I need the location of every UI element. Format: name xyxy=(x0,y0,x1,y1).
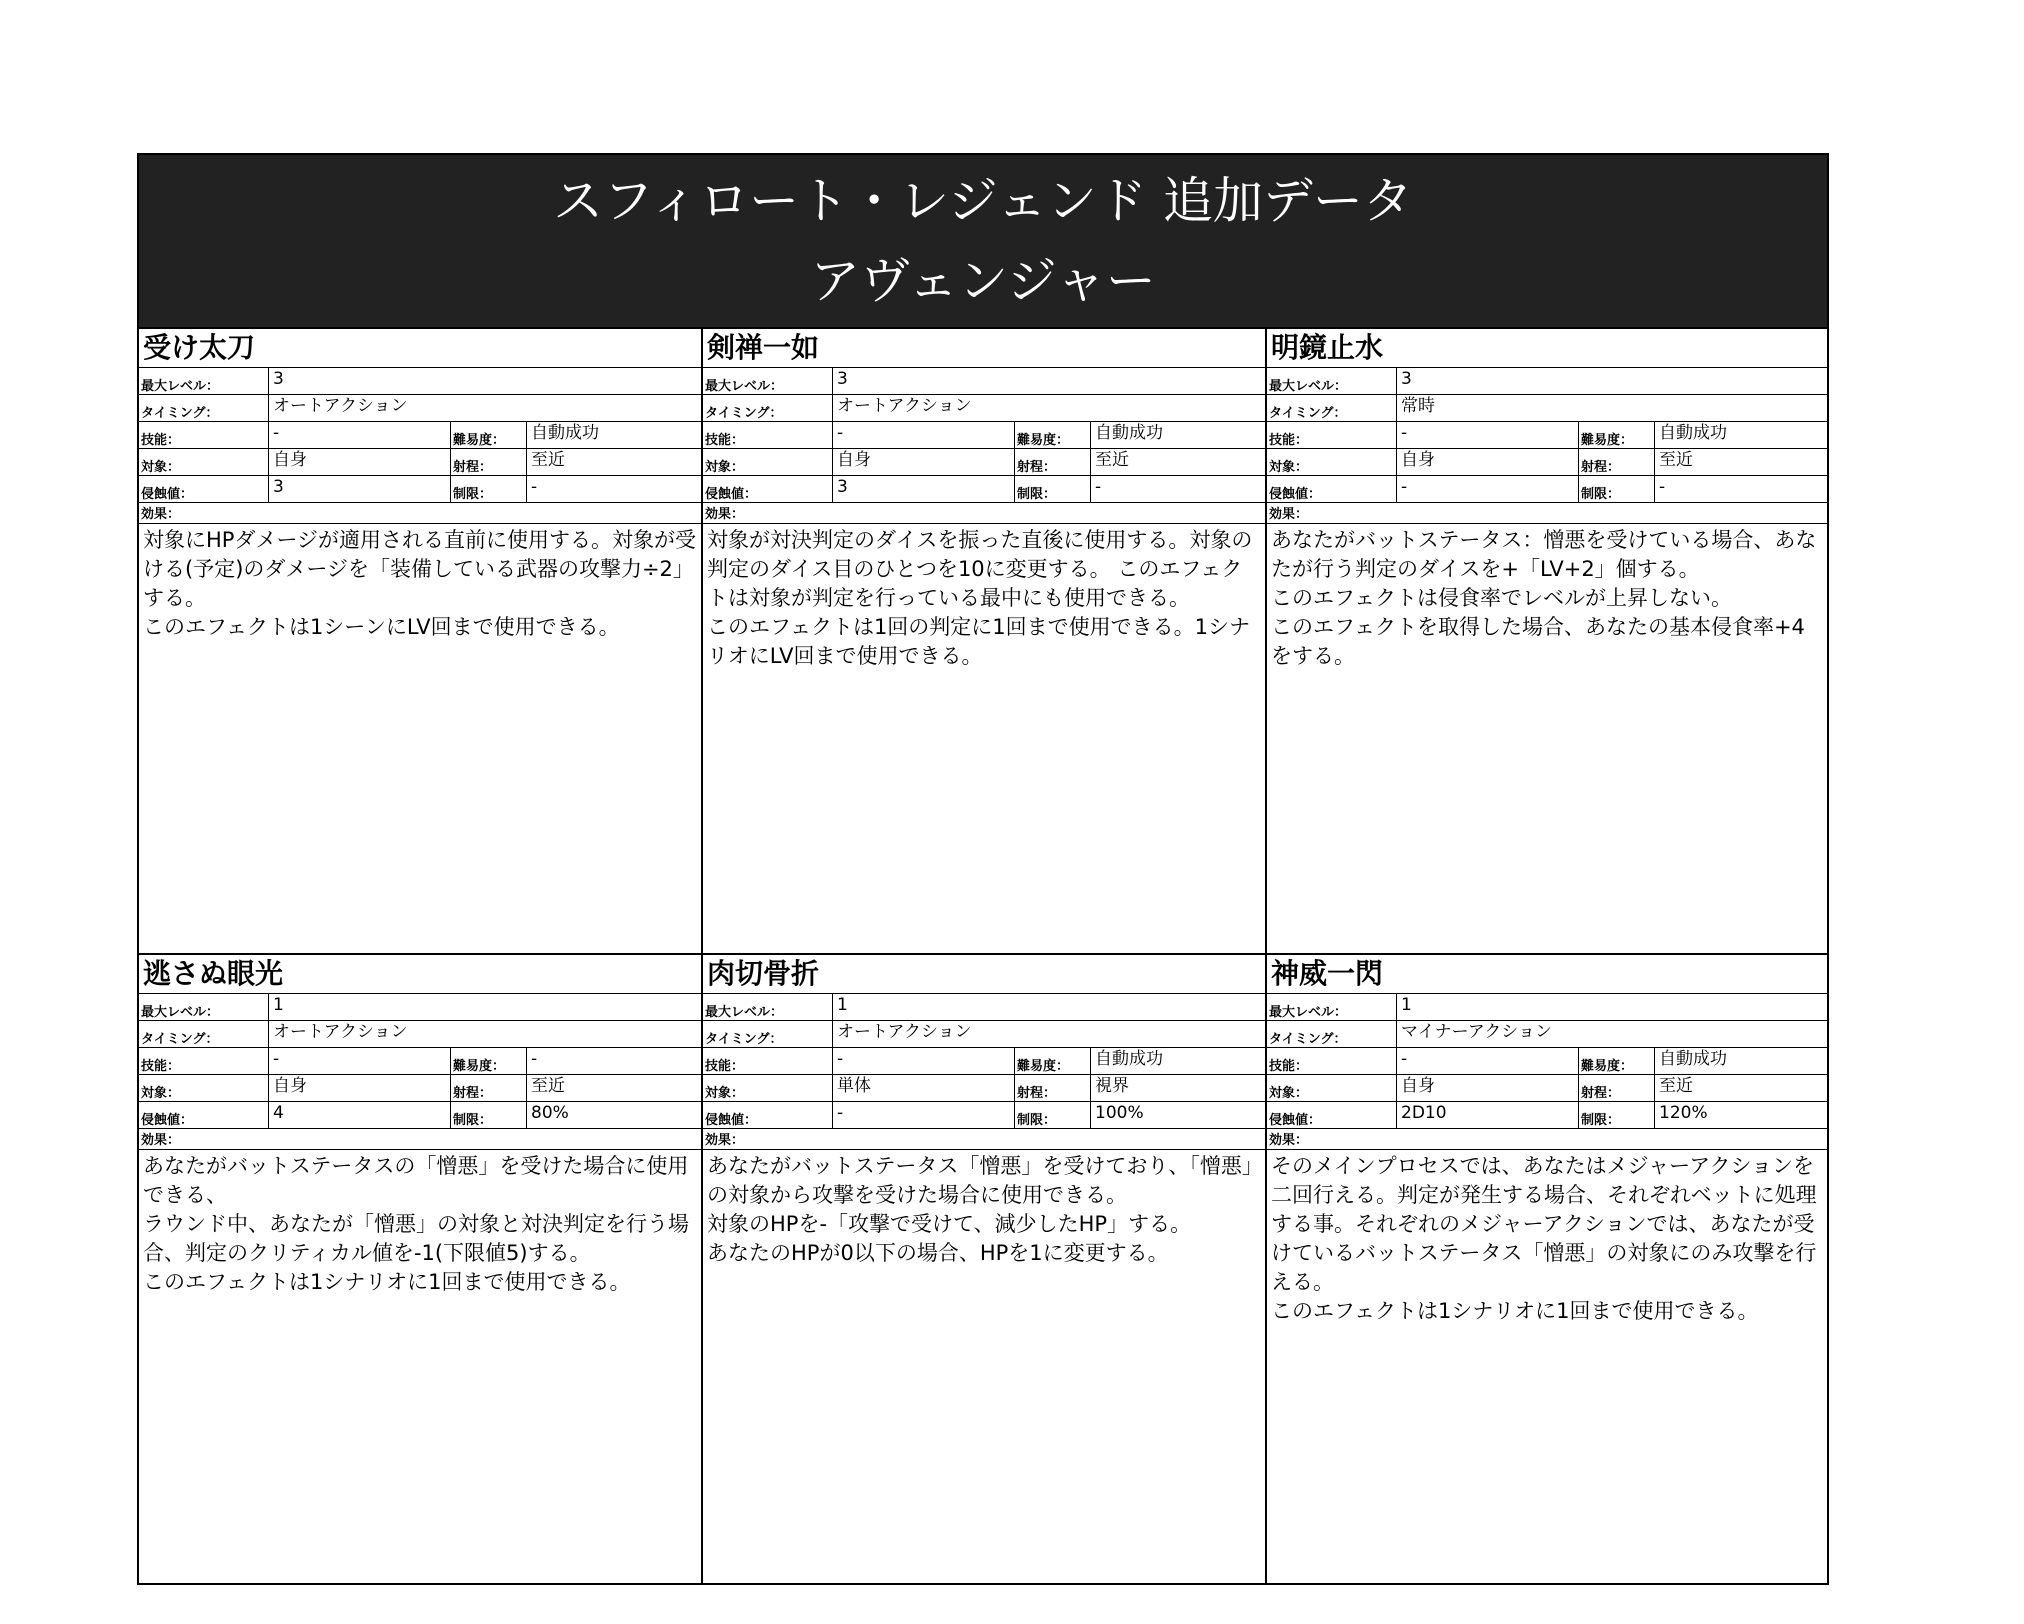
target-label: 対象： xyxy=(1267,1075,1397,1101)
timing-row xyxy=(703,1021,1265,1048)
limit-value: - xyxy=(1095,477,1102,497)
max-level-row xyxy=(703,368,1265,395)
timing-label: タイミング： xyxy=(139,1021,269,1047)
target-label: 対象： xyxy=(1267,449,1397,475)
range-label: 射程： xyxy=(1579,1075,1655,1101)
effect-sheet xyxy=(137,153,1829,1585)
effect-label: 効果： xyxy=(1267,1129,1827,1150)
max-level-label: 最大レベル： xyxy=(1267,368,1397,394)
effect-card xyxy=(139,953,703,1583)
skill-value: - xyxy=(833,1048,1015,1074)
effect-name: 逃さぬ眼光 xyxy=(139,955,701,994)
effect-text: そのメインプロセスでは、あなたはメジャーアクションを二回行える。判定が発生する場合、それぞれベットに処理する事。それぞれのメジャーアクションでは、あなたが受けているバットステータス「憎悪」の対象にのみ攻撃を行える。 このエフェクトは1シナリオに1回まで使用できる。 xyxy=(1271,1154,1817,1323)
max-level-label: 最大レベル： xyxy=(703,368,833,394)
limit-value: 80% xyxy=(531,1103,569,1123)
difficulty-value: 自動成功 xyxy=(1659,423,1727,443)
difficulty-value: 自動成功 xyxy=(1659,1049,1727,1069)
max-level-label: 最大レベル： xyxy=(1267,994,1397,1020)
effect-name: 剣禅一如 xyxy=(703,329,1265,368)
erosion-label: 侵蝕値： xyxy=(703,1102,833,1128)
range-label: 射程： xyxy=(451,449,527,475)
max-level-label: 最大レベル： xyxy=(139,368,269,394)
effect-name: 明鏡止水 xyxy=(1267,329,1827,368)
effect-label: 効果： xyxy=(703,503,1265,524)
difficulty-value: 自動成功 xyxy=(1095,423,1163,443)
limit-label: 制限： xyxy=(1579,1102,1655,1128)
timing-value: オートアクション xyxy=(837,1022,972,1042)
effect-text: 対象にHPダメージが適用される直前に使用する。対象が受ける(予定)のダメージを「装備している武器の攻撃力÷2」する。 このエフェクトは1シーンにLV回まで使用できる。 xyxy=(143,528,697,639)
erosion-row xyxy=(1267,1102,1827,1129)
effect-text: あなたがバットステータス：憎悪を受けている場合、あなたが行う判定のダイスを+「LV+2」個する。 このエフェクトは侵食率でレベルが上昇しない。 このエフェクトを取得した場合、あなたの基本侵食率+4をする。 xyxy=(1271,528,1817,668)
skill-row xyxy=(139,1048,701,1075)
sheet-title: スフィロート・レジェンド 追加データ xyxy=(553,172,1413,230)
skill-value: - xyxy=(1397,1048,1579,1074)
range-value: 至近 xyxy=(1659,1076,1693,1096)
limit-value: - xyxy=(1659,477,1666,497)
skill-value: - xyxy=(269,1048,451,1074)
timing-row xyxy=(1267,395,1827,422)
max-level-row xyxy=(1267,368,1827,395)
effect-card xyxy=(703,953,1267,1583)
target-label: 対象： xyxy=(703,449,833,475)
skill-value: - xyxy=(269,422,451,448)
timing-label: タイミング： xyxy=(703,395,833,421)
range-label: 射程： xyxy=(1015,1075,1091,1101)
difficulty-label: 難易度： xyxy=(1015,422,1091,448)
timing-row xyxy=(1267,1021,1827,1048)
skill-row xyxy=(1267,422,1827,449)
range-label: 射程： xyxy=(1015,449,1091,475)
skill-row xyxy=(703,422,1265,449)
difficulty-label: 難易度： xyxy=(1579,1048,1655,1074)
timing-value: オートアクション xyxy=(273,1022,408,1042)
sheet-subtitle: アヴェンジャー xyxy=(810,252,1156,310)
target-value: 単体 xyxy=(833,1075,1015,1101)
erosion-value: - xyxy=(833,1102,1015,1128)
target-label: 対象： xyxy=(139,1075,269,1101)
erosion-label: 侵蝕値： xyxy=(1267,476,1397,502)
max-level-row xyxy=(139,368,701,395)
limit-value: - xyxy=(531,477,538,497)
range-value: 至近 xyxy=(1095,450,1129,470)
target-value: 自身 xyxy=(1397,1075,1579,1101)
limit-value: 120% xyxy=(1659,1103,1708,1123)
skill-label: 技能： xyxy=(1267,1048,1397,1074)
effect-card xyxy=(1267,327,1827,953)
limit-label: 制限： xyxy=(1015,1102,1091,1128)
timing-label: タイミング： xyxy=(1267,395,1397,421)
max-level-row xyxy=(703,994,1265,1021)
timing-value: オートアクション xyxy=(837,396,972,416)
skill-label: 技能： xyxy=(703,422,833,448)
target-value: 自身 xyxy=(1397,449,1579,475)
target-row xyxy=(1267,1075,1827,1102)
skill-label: 技能： xyxy=(139,422,269,448)
erosion-label: 侵蝕値： xyxy=(139,476,269,502)
difficulty-label: 難易度： xyxy=(451,422,527,448)
effect-card-grid xyxy=(139,327,1827,1583)
target-row xyxy=(703,449,1265,476)
skill-row xyxy=(139,422,701,449)
timing-label: タイミング： xyxy=(703,1021,833,1047)
timing-row xyxy=(139,1021,701,1048)
effect-card xyxy=(1267,953,1827,1583)
erosion-row xyxy=(703,476,1265,503)
timing-label: タイミング： xyxy=(1267,1021,1397,1047)
erosion-row xyxy=(139,1102,701,1129)
skill-label: 技能： xyxy=(703,1048,833,1074)
range-value: 視界 xyxy=(1095,1076,1129,1096)
target-value: 自身 xyxy=(269,449,451,475)
erosion-label: 侵蝕値： xyxy=(703,476,833,502)
target-label: 対象： xyxy=(703,1075,833,1101)
max-level-row xyxy=(139,994,701,1021)
max-level-value: 3 xyxy=(273,369,284,389)
difficulty-label: 難易度： xyxy=(451,1048,527,1074)
limit-label: 制限： xyxy=(1015,476,1091,502)
skill-row xyxy=(1267,1048,1827,1075)
max-level-value: 1 xyxy=(273,995,284,1015)
range-value: 至近 xyxy=(1659,450,1693,470)
effect-name: 神威一閃 xyxy=(1267,955,1827,994)
erosion-row xyxy=(1267,476,1827,503)
effect-name: 肉切骨折 xyxy=(703,955,1265,994)
effect-name: 受け太刀 xyxy=(139,329,701,368)
target-row xyxy=(1267,449,1827,476)
difficulty-value: 自動成功 xyxy=(531,423,599,443)
target-row xyxy=(139,1075,701,1102)
max-level-value: 1 xyxy=(1401,995,1412,1015)
effect-text: あなたがバットステータスの「憎悪」を受けた場合に使用できる、 ラウンド中、あなたが「憎悪」の対象と対決判定を行う場合、判定のクリティカル値を-1(下限値5)する。 このエフェクトは1シナリオに1回まで使用できる。 xyxy=(143,1154,689,1294)
erosion-value: - xyxy=(1397,476,1579,502)
difficulty-label: 難易度： xyxy=(1579,422,1655,448)
skill-value: - xyxy=(833,422,1015,448)
erosion-value: 4 xyxy=(269,1102,451,1128)
effect-card xyxy=(139,327,703,953)
erosion-label: 侵蝕値： xyxy=(139,1102,269,1128)
max-level-label: 最大レベル： xyxy=(703,994,833,1020)
max-level-value: 3 xyxy=(1401,369,1412,389)
erosion-value: 3 xyxy=(269,476,451,502)
difficulty-value: - xyxy=(531,1049,538,1069)
skill-label: 技能： xyxy=(139,1048,269,1074)
skill-value: - xyxy=(1397,422,1579,448)
effect-card xyxy=(703,327,1267,953)
target-value: 自身 xyxy=(269,1075,451,1101)
difficulty-label: 難易度： xyxy=(1015,1048,1091,1074)
timing-row xyxy=(703,395,1265,422)
max-level-label: 最大レベル： xyxy=(139,994,269,1020)
erosion-value: 3 xyxy=(833,476,1015,502)
target-value: 自身 xyxy=(833,449,1015,475)
erosion-value: 2D10 xyxy=(1397,1102,1579,1128)
limit-label: 制限： xyxy=(451,1102,527,1128)
target-row xyxy=(703,1075,1265,1102)
effect-label: 効果： xyxy=(139,503,701,524)
timing-value: マイナーアクション xyxy=(1401,1022,1552,1042)
effect-text: 対象が対決判定のダイスを振った直後に使用する。対象の判定のダイス目のひとつを10に変更する。 このエフェクトは対象が判定を行っている最中にも使用できる。 このエフェクトは1回の判定に1回まで使用できる。1シナリオにLV回まで使用できる。 xyxy=(707,528,1253,668)
difficulty-value: 自動成功 xyxy=(1095,1049,1163,1069)
timing-label: タイミング： xyxy=(139,395,269,421)
max-level-value: 3 xyxy=(837,369,848,389)
erosion-row xyxy=(703,1102,1265,1129)
skill-row xyxy=(703,1048,1265,1075)
limit-label: 制限： xyxy=(1579,476,1655,502)
target-label: 対象： xyxy=(139,449,269,475)
sheet-header xyxy=(139,155,1827,327)
erosion-row xyxy=(139,476,701,503)
skill-label: 技能： xyxy=(1267,422,1397,448)
timing-value: オートアクション xyxy=(273,396,408,416)
max-level-row xyxy=(1267,994,1827,1021)
effect-label: 効果： xyxy=(703,1129,1265,1150)
range-value: 至近 xyxy=(531,450,565,470)
max-level-value: 1 xyxy=(837,995,848,1015)
limit-value: 100% xyxy=(1095,1103,1144,1123)
target-row xyxy=(139,449,701,476)
range-label: 射程： xyxy=(1579,449,1655,475)
effect-label: 効果： xyxy=(139,1129,701,1150)
timing-value: 常時 xyxy=(1401,396,1435,416)
range-label: 射程： xyxy=(451,1075,527,1101)
effect-label: 効果： xyxy=(1267,503,1827,524)
effect-text: あなたがバットステータス「憎悪」を受けており、「憎悪」の対象から攻撃を受けた場合に使用できる。 対象のHPを-「攻撃で受けて、減少したHP」する。 あなたのHPが0以下の場合、HPを1に変更する。 xyxy=(707,1154,1253,1265)
timing-row xyxy=(139,395,701,422)
range-value: 至近 xyxy=(531,1076,565,1096)
erosion-label: 侵蝕値： xyxy=(1267,1102,1397,1128)
limit-label: 制限： xyxy=(451,476,527,502)
